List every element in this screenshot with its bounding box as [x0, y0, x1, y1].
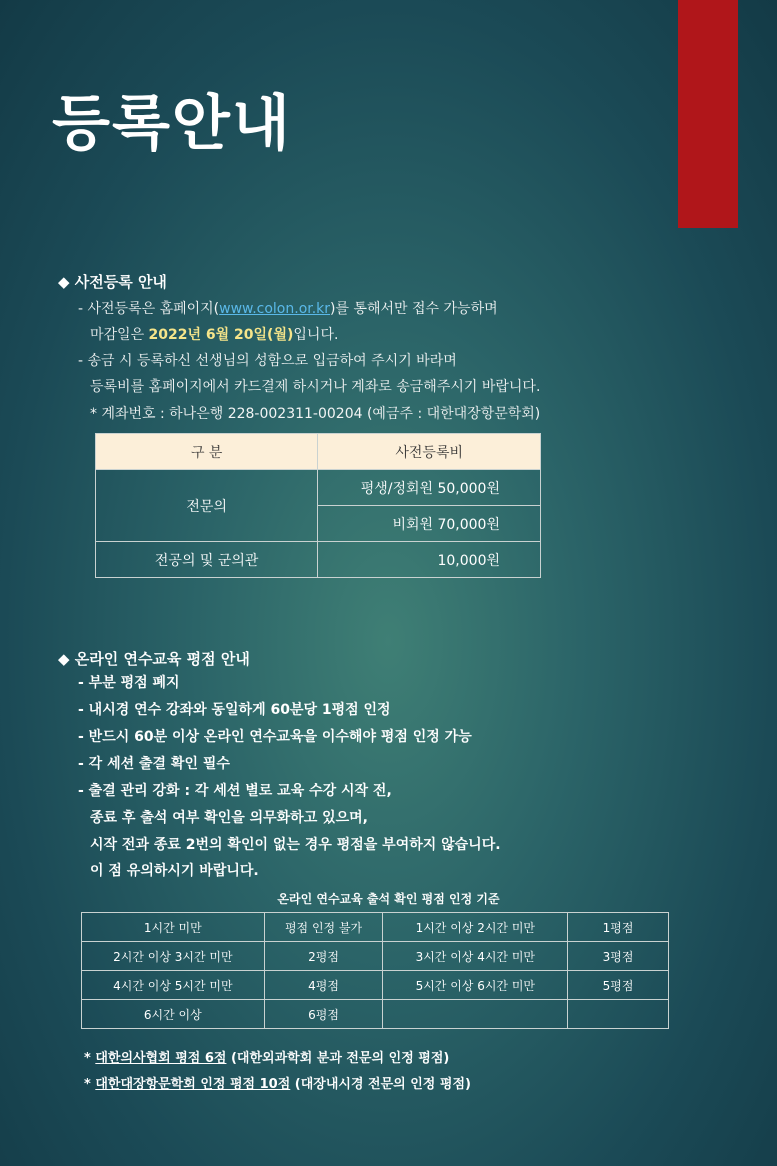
credit-line-1: - 부분 평점 폐지	[78, 675, 180, 691]
prereg-line-4: 등록비를 홈페이지에서 카드결제 하시거나 계좌로 송금해주시기 바랍니다.	[90, 379, 541, 395]
credit-line-4: - 각 세션 출결 확인 필수	[78, 756, 230, 772]
credit-cell: 4시간 이상 5시간 미만	[82, 971, 265, 1000]
fee-cell-resident: 전공의 및 군의관	[96, 542, 318, 578]
note-society-underlined: 대한대장항문학회 인정 평점 10점	[95, 1077, 291, 1092]
credit-cell: 2평점	[264, 942, 383, 971]
homepage-link[interactable]: www.colon.or.kr	[219, 301, 331, 317]
credit-cell	[568, 1000, 669, 1029]
credit-row	[82, 913, 669, 942]
credit-criteria-table	[81, 912, 669, 1029]
note-star: *	[84, 1051, 96, 1066]
page-title: 등록안내	[52, 89, 292, 159]
credit-cell: 평점 인정 불가	[264, 913, 383, 942]
note-kma-underlined: 대한의사협회 평점 6점	[95, 1051, 227, 1066]
registration-fee-table	[95, 433, 541, 578]
fee-row-specialist-member	[96, 470, 541, 506]
credit-cell: 6시간 이상	[82, 1000, 265, 1029]
credit-line-2: - 내시경 연수 강좌와 동일하게 60분당 1평점 인정	[78, 702, 391, 718]
credit-line-5: - 출결 관리 강화 : 각 세션 별로 교육 수강 시작 전,	[78, 783, 392, 799]
fee-cell-member: 평생/정회원 50,000원	[318, 470, 541, 506]
fee-cell-specialist: 전문의	[96, 470, 318, 542]
credit-cell: 1시간 이상 2시간 미만	[383, 913, 568, 942]
note-society-rest: (대장내시경 전문의 인정 평점)	[290, 1077, 471, 1092]
credit-row	[82, 971, 669, 1000]
section-heading-preregistration: ◆ 사전등록 안내	[58, 273, 167, 291]
credit-cell: 1시간 미만	[82, 913, 265, 942]
credit-line-3: - 반드시 60분 이상 온라인 연수교육을 이수해야 평점 인정 가능	[78, 729, 472, 745]
credit-row	[82, 942, 669, 971]
red-accent-bar	[678, 0, 738, 228]
bank-account: * 계좌번호 : 하나은행 228-002311-00204 (예금주 : 대한대장항문학회)	[90, 406, 541, 422]
note-star: *	[84, 1077, 96, 1092]
prereg-line-1	[78, 296, 498, 322]
credit-row	[82, 1000, 669, 1029]
credit-cell: 3시간 이상 4시간 미만	[383, 942, 568, 971]
credit-cell: 4평점	[264, 971, 383, 1000]
credit-cell: 1평점	[568, 913, 669, 942]
fee-header-fee: 사전등록비	[318, 434, 541, 470]
fee-cell-nonmember: 비회원 70,000원	[318, 506, 541, 542]
credit-cell: 2시간 이상 3시간 미만	[82, 942, 265, 971]
note-society-credit	[84, 1073, 471, 1092]
credit-cell: 5평점	[568, 971, 669, 1000]
credit-cell	[383, 1000, 568, 1029]
prereg-line-1-post: )를 통해서만 접수 가능하며	[330, 301, 498, 317]
fee-cell-resident-fee: 10,000원	[318, 542, 541, 578]
credit-line-7: 시작 전과 종료 2번의 확인이 없는 경우 평점을 부여하지 않습니다.	[90, 837, 501, 853]
prereg-line-2	[90, 322, 338, 348]
credit-line-8: 이 점 유의하시기 바랍니다.	[90, 863, 259, 879]
section-heading-online-credit: ◆ 온라인 연수교육 평점 안내	[58, 650, 250, 668]
fee-header-category: 구 분	[96, 434, 318, 470]
fee-row-resident	[96, 542, 541, 578]
credit-cell: 6평점	[264, 1000, 383, 1029]
prereg-line-3: - 송금 시 등록하신 선생님의 성함으로 입금하여 주시기 바라며	[78, 353, 457, 369]
deadline-post: 입니다.	[293, 327, 339, 343]
note-kma-credit	[84, 1047, 449, 1066]
note-kma-rest: (대한외과학회 분과 전문의 인정 평점)	[226, 1051, 450, 1066]
fee-table-header-row	[96, 434, 541, 470]
credit-table-caption: 온라인 연수교육 출석 확인 평점 인정 기준	[277, 892, 500, 906]
deadline-pre: 마감일은	[90, 327, 149, 343]
credit-cell: 3평점	[568, 942, 669, 971]
credit-cell: 5시간 이상 6시간 미만	[383, 971, 568, 1000]
credit-line-6: 종료 후 출석 여부 확인을 의무화하고 있으며,	[90, 810, 368, 826]
deadline-date: 2022년 6월 20일(월)	[148, 327, 294, 343]
prereg-line-1-pre: - 사전등록은 홈페이지(	[78, 301, 220, 317]
